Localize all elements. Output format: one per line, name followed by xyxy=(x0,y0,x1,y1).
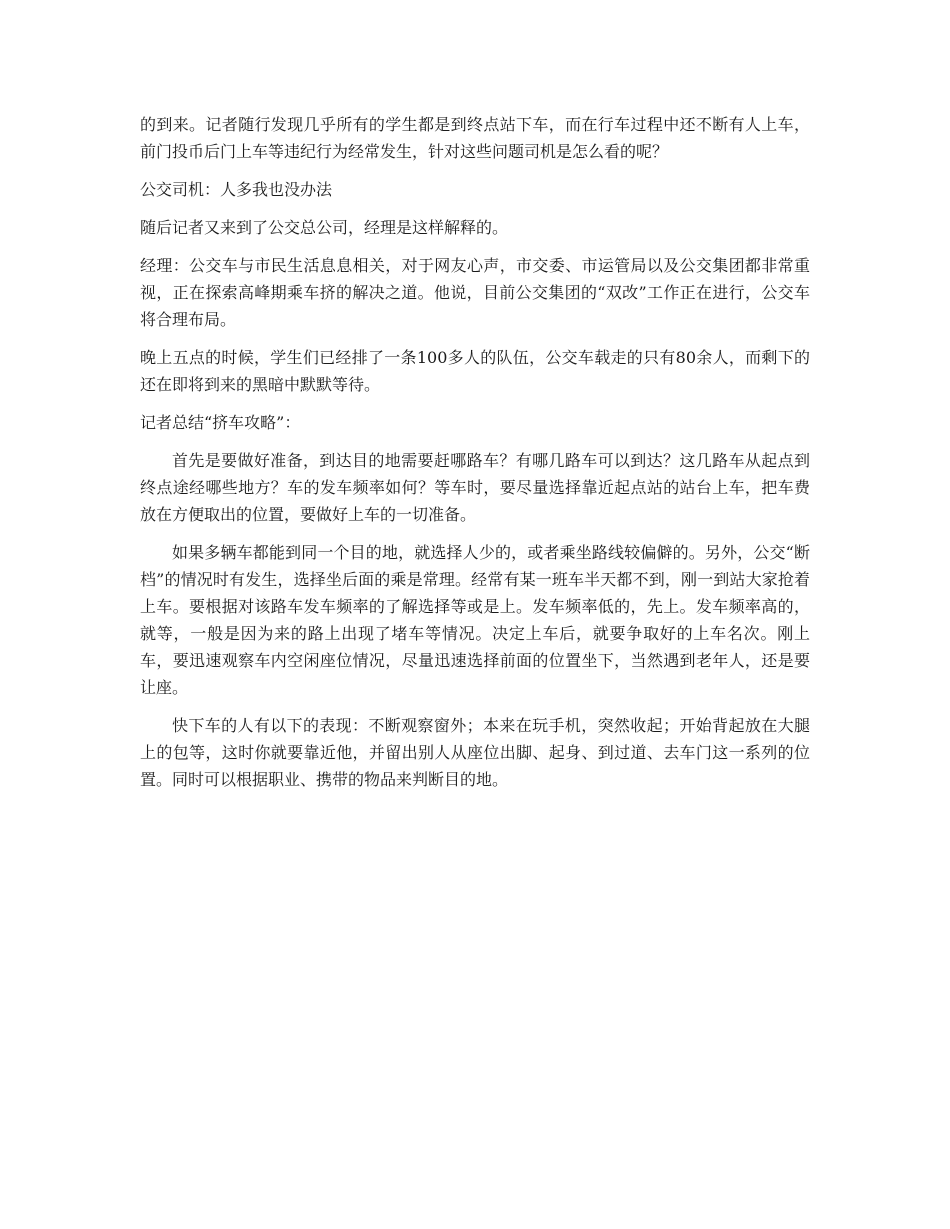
paragraph-2: 公交司机：人多我也没办法 xyxy=(140,180,333,199)
paragraph-6: 记者总结“挤车攻略”： xyxy=(140,413,301,432)
paragraph-3: 随后记者又来到了公交总公司，经理是这样解释的。 xyxy=(140,218,509,237)
paragraph-4: 经理：公交车与市民生活息息相关，对于网友心声，市交委、市运管局以及公交集团都非常重视，正在探索高峰期乘车挤的解决之道。他说，目前公交集团的“双改”工作正在进行，公交车将合理布局。 xyxy=(140,256,810,329)
paragraph-9: 快下车的人有以下的表现：不断观察窗外；本来在玩手机，突然收起；开始背起放在大腿上的包等，这时你就要靠近他，并留出别人从座位出脚、起身、到过道、去车门这一系列的位置。同时可以根据职业、携带的物品来判断目的地。 xyxy=(140,716,810,789)
paragraph-5: 晚上五点的时候，学生们已经排了一条100多人的队伍，公交车载走的只有80余人，而剩下的还在即将到来的黑暗中默默等待。 xyxy=(140,348,810,394)
paragraph-7: 首先是要做好准备，到达目的地需要赶哪路车？有哪几路车可以到达？这几路车从起点到终点途经哪些地方？车的发车频率如何？等车时，要尽量选择靠近起点站的站台上车，把车费放在方便取出的位置，要做好上车的一切准备。 xyxy=(140,451,810,524)
paragraph-8: 如果多辆车都能到同一个目的地，就选择人少的，或者乘坐路线较偏僻的。另外，公交“断档”的情况时有发生，选择坐后面的乘是常理。经常有某一班车半天都不到，刚一到站大家抢着上车。要根据对该路车发车频率的了解选择等或是上。发车频率低的，先上。发车频率高的，就等，一般是因为来的路上出现了堵车等情况。决定上车后，就要争取好的上车名次。刚上车，要迅速观察车内空闲座位情况，尽量迅速选择前面的位置坐下，当然遇到老年人，还是要让座。 xyxy=(140,543,810,697)
article-body xyxy=(140,111,810,804)
paragraph-1: 的到来。记者随行发现几乎所有的学生都是到终点站下车，而在行车过程中还不断有人上车，前门投币后门上车等违纪行为经常发生，针对这些问题司机是怎么看的呢？ xyxy=(140,115,810,161)
